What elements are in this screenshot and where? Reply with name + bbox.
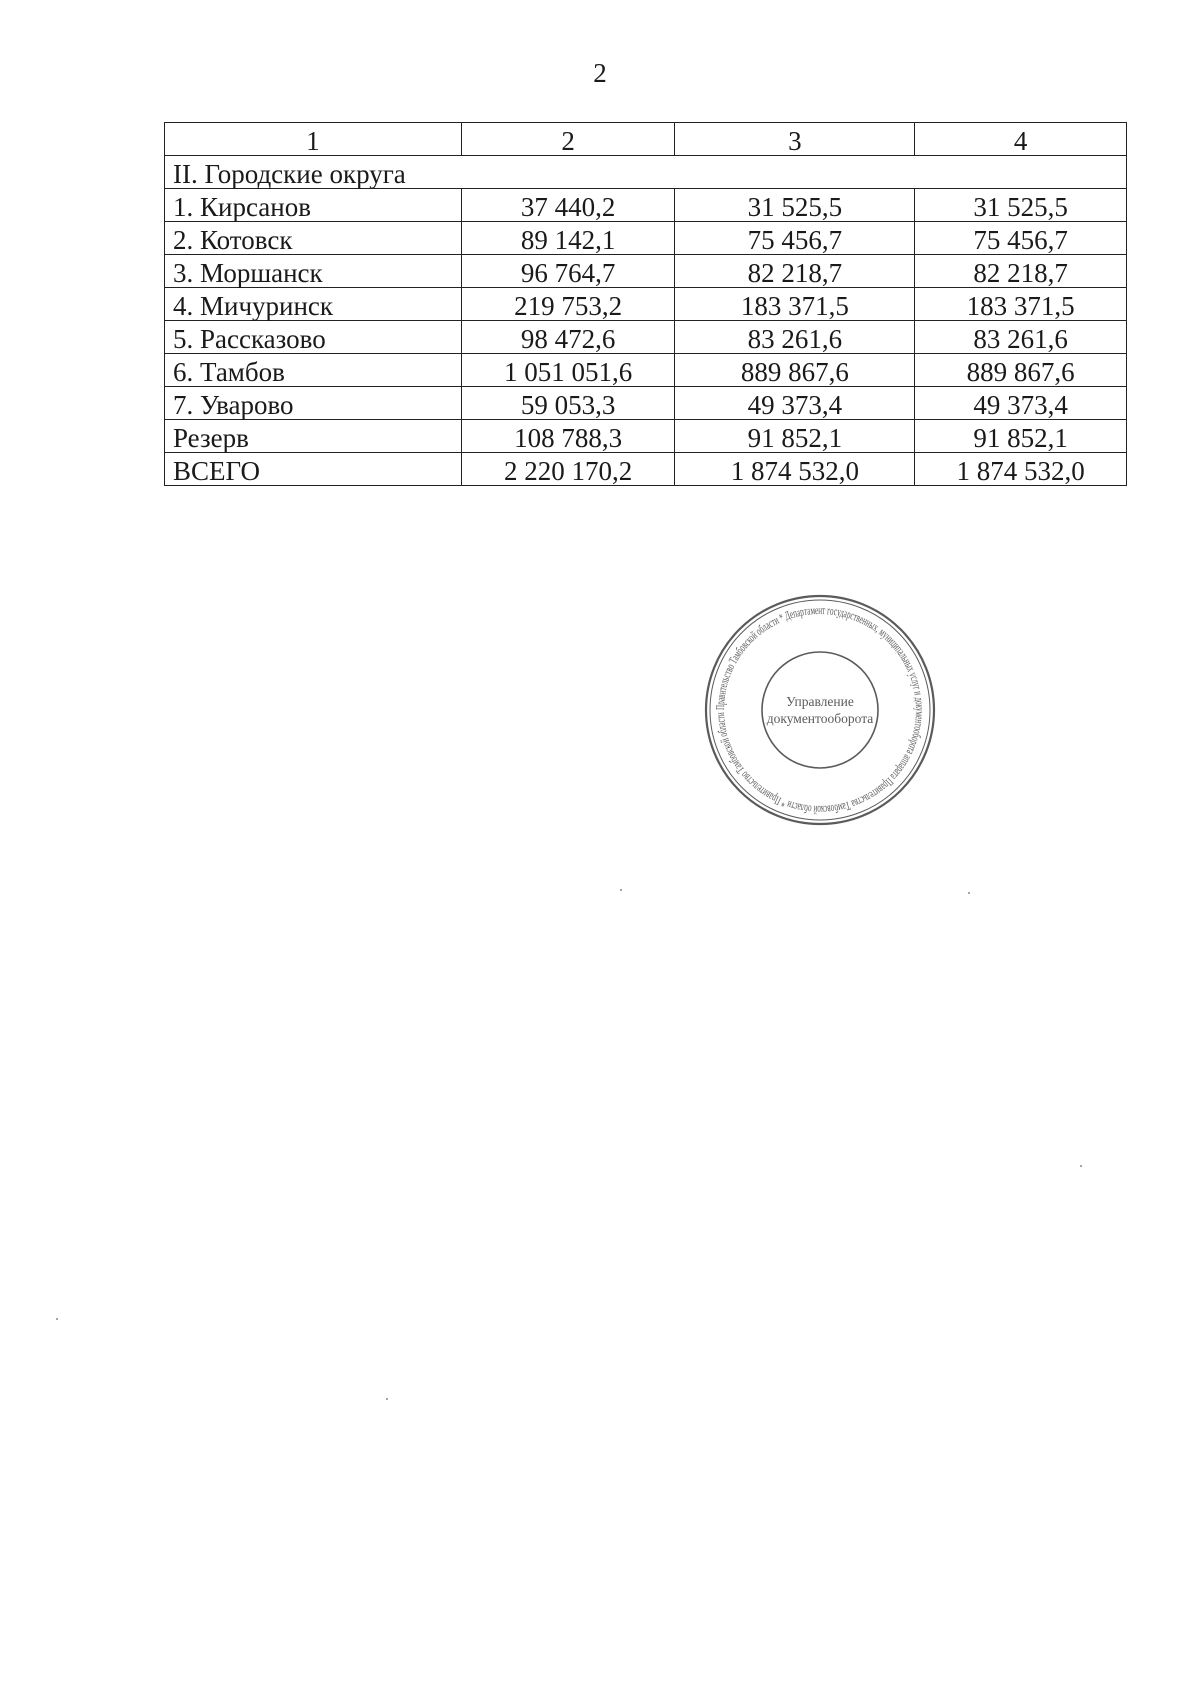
- table-row: [165, 288, 1127, 321]
- value-col3: 31 525,5: [675, 189, 915, 222]
- value-col3: 82 218,7: [675, 255, 915, 288]
- value-col3: 91 852,1: [675, 420, 915, 453]
- table-header-row: [165, 123, 1127, 156]
- seal-outer-text: Правительство Тамбовской области * Департамент государственных, муниципальных услуг и документооборота аппарата Правительства Тамбовской области * Правительство Тамбовской области: [712, 602, 928, 818]
- total-row: [165, 453, 1127, 486]
- seal-stamp-image: [700, 590, 940, 830]
- section-row: [165, 156, 1127, 189]
- table-row: [165, 222, 1127, 255]
- value-col3: 83 261,6: [675, 321, 915, 354]
- budget-table: [164, 122, 1127, 486]
- scan-speck: [968, 892, 970, 894]
- value-col2: 59 053,3: [461, 387, 675, 420]
- value-col4: 82 218,7: [915, 255, 1127, 288]
- district-name: 5. Рассказово: [165, 321, 462, 354]
- total-col3: 1 874 532,0: [675, 453, 915, 486]
- value-col2: 89 142,1: [461, 222, 675, 255]
- value-col2: 98 472,6: [461, 321, 675, 354]
- table-row: [165, 189, 1127, 222]
- column-header-4: 4: [915, 123, 1127, 156]
- value-col2: 219 753,2: [461, 288, 675, 321]
- seal-center-line-2: документооборота: [766, 711, 874, 726]
- reserve-label: Резерв: [165, 420, 462, 453]
- seal-center-line-1: Управление: [786, 694, 854, 709]
- district-name: 3. Моршанск: [165, 255, 462, 288]
- section-title: II. Городские округа: [165, 156, 1127, 189]
- district-name: 4. Мичуринск: [165, 288, 462, 321]
- scan-speck: [56, 1318, 58, 1320]
- column-header-3: 3: [675, 123, 915, 156]
- value-col4: 183 371,5: [915, 288, 1127, 321]
- total-label: ВСЕГО: [165, 453, 462, 486]
- column-header-2: 2: [461, 123, 675, 156]
- table-row: [165, 420, 1127, 453]
- value-col2: 1 051 051,6: [461, 354, 675, 387]
- scan-speck: [620, 889, 622, 891]
- value-col2: 96 764,7: [461, 255, 675, 288]
- value-col4: 91 852,1: [915, 420, 1127, 453]
- district-name: 6. Тамбов: [165, 354, 462, 387]
- total-col4: 1 874 532,0: [915, 453, 1127, 486]
- page-number: 2: [593, 58, 607, 88]
- district-name: 2. Котовск: [165, 222, 462, 255]
- official-seal: [700, 590, 940, 830]
- value-col2: 108 788,3: [461, 420, 675, 453]
- value-col4: 889 867,6: [915, 354, 1127, 387]
- svg-text:Правительство Тамбовской облас: [713, 603, 927, 817]
- value-col4: 83 261,6: [915, 321, 1127, 354]
- scan-speck: [1080, 1165, 1082, 1167]
- value-col3: 75 456,7: [675, 222, 915, 255]
- district-name: 1. Кирсанов: [165, 189, 462, 222]
- total-col2: 2 220 170,2: [461, 453, 675, 486]
- scan-speck: [386, 1398, 388, 1400]
- column-header-1: 1: [165, 123, 462, 156]
- value-col3: 183 371,5: [675, 288, 915, 321]
- value-col4: 31 525,5: [915, 189, 1127, 222]
- table-row: [165, 321, 1127, 354]
- table-row: [165, 387, 1127, 420]
- value-col3: 49 373,4: [675, 387, 915, 420]
- value-col2: 37 440,2: [461, 189, 675, 222]
- value-col3: 889 867,6: [675, 354, 915, 387]
- table-row: [165, 354, 1127, 387]
- district-name: 7. Уварово: [165, 387, 462, 420]
- value-col4: 75 456,7: [915, 222, 1127, 255]
- value-col4: 49 373,4: [915, 387, 1127, 420]
- table-row: [165, 255, 1127, 288]
